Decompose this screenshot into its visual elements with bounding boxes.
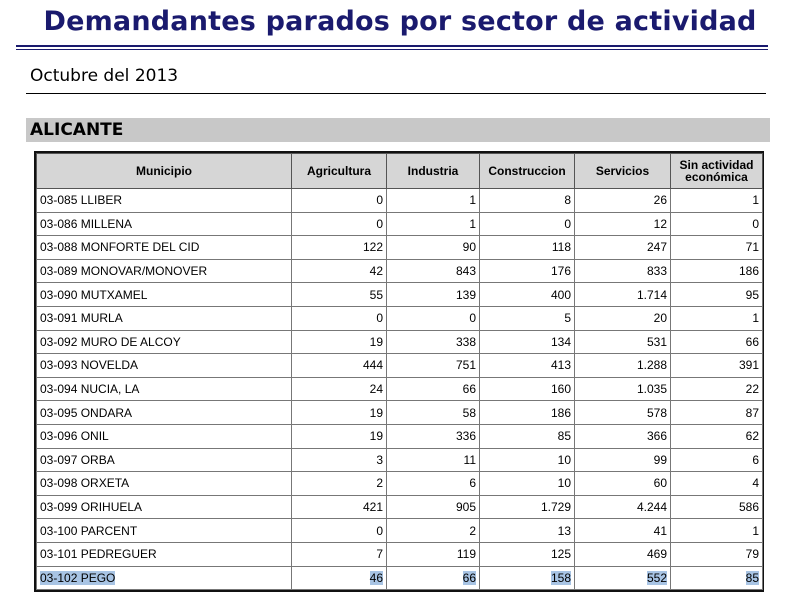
cell-municipio <box>37 283 292 307</box>
cell-text: 391 <box>738 358 759 373</box>
cell-text: 62 <box>745 429 759 444</box>
cell-value <box>480 424 575 448</box>
cell-value <box>387 401 480 425</box>
cell-value <box>292 236 387 260</box>
cell-text: 60 <box>653 476 667 491</box>
cell-text: 58 <box>462 405 476 420</box>
cell-text: 6 <box>469 476 476 491</box>
cell-value <box>671 424 763 448</box>
cell-value <box>480 212 575 236</box>
cell-value <box>575 542 671 566</box>
cell-text: 2 <box>469 523 476 538</box>
cell-text: 66 <box>745 334 759 349</box>
cell-value <box>480 472 575 496</box>
cell-value <box>292 472 387 496</box>
cell-value <box>671 472 763 496</box>
cell-text: 03-085 LLIBER <box>40 193 123 208</box>
cell-value <box>480 330 575 354</box>
table-row <box>37 566 763 590</box>
cell-value <box>575 472 671 496</box>
cell-value <box>575 306 671 330</box>
cell-value <box>387 212 480 236</box>
table-row <box>37 306 763 330</box>
cell-value <box>387 495 480 519</box>
title-divider-thin <box>16 49 768 50</box>
cell-value <box>292 330 387 354</box>
cell-value <box>575 495 671 519</box>
cell-text: 1 <box>469 193 476 208</box>
cell-value <box>480 259 575 283</box>
cell-text: 6 <box>752 452 759 467</box>
cell-text: 125 <box>550 547 571 562</box>
cell-municipio <box>37 542 292 566</box>
table-row <box>37 236 763 260</box>
cell-text: 134 <box>550 334 571 349</box>
cell-value <box>480 495 575 519</box>
cell-text: 336 <box>455 429 476 444</box>
cell-value <box>387 472 480 496</box>
cell-text: 66 <box>462 570 476 585</box>
cell-text: 400 <box>550 287 571 302</box>
cell-value <box>671 448 763 472</box>
cell-value <box>575 448 671 472</box>
cell-value <box>671 377 763 401</box>
data-table <box>36 153 763 590</box>
cell-value <box>575 424 671 448</box>
cell-value <box>480 306 575 330</box>
cell-text: 0 <box>752 216 759 231</box>
cell-text: 366 <box>646 429 667 444</box>
cell-value <box>387 424 480 448</box>
cell-text: 03-102 PEGO <box>40 570 116 585</box>
cell-value <box>671 189 763 213</box>
cell-text: 0 <box>469 311 476 326</box>
cell-municipio <box>37 306 292 330</box>
cell-text: 22 <box>745 382 759 397</box>
cell-text: 03-101 PEDREGUER <box>40 547 157 562</box>
cell-value <box>671 283 763 307</box>
cell-value <box>292 377 387 401</box>
cell-text: 85 <box>557 429 571 444</box>
cell-text: 1 <box>752 523 759 538</box>
cell-text: 1 <box>752 311 759 326</box>
column-header-construccion: Construccion <box>480 154 575 189</box>
cell-text: 90 <box>462 240 476 255</box>
cell-value <box>292 189 387 213</box>
cell-value <box>575 377 671 401</box>
cell-value <box>387 189 480 213</box>
title-divider <box>16 45 768 47</box>
table-row <box>37 495 763 519</box>
cell-text: 469 <box>646 547 667 562</box>
cell-text: 03-089 MONOVAR/MONOVER <box>40 264 208 279</box>
cell-value <box>387 236 480 260</box>
cell-text: 1.714 <box>636 287 667 302</box>
cell-value <box>387 519 480 543</box>
cell-municipio <box>37 236 292 260</box>
cell-value <box>292 542 387 566</box>
cell-value <box>480 377 575 401</box>
cell-text: 0 <box>376 523 383 538</box>
cell-value <box>671 566 763 590</box>
cell-text: 20 <box>653 311 667 326</box>
table-row <box>37 259 763 283</box>
cell-value <box>575 354 671 378</box>
cell-value <box>671 354 763 378</box>
cell-municipio <box>37 377 292 401</box>
cell-value <box>387 377 480 401</box>
table-row <box>37 542 763 566</box>
cell-value <box>671 259 763 283</box>
cell-text: 11 <box>463 452 476 467</box>
data-table-container <box>34 151 764 592</box>
cell-text: 85 <box>745 570 759 585</box>
column-header-agricultura: Agricultura <box>292 154 387 189</box>
cell-text: 843 <box>455 264 476 279</box>
cell-text: 1.035 <box>636 382 667 397</box>
cell-text: 19 <box>369 405 383 420</box>
cell-text: 552 <box>646 570 667 585</box>
cell-value <box>292 448 387 472</box>
cell-text: 578 <box>646 405 667 420</box>
table-row <box>37 377 763 401</box>
date-divider <box>26 93 766 94</box>
cell-text: 586 <box>738 500 759 515</box>
cell-text: 03-091 MURLA <box>40 311 123 326</box>
column-header-sin-actividad: Sin actividad económica <box>671 154 763 189</box>
cell-text: 10 <box>557 452 571 467</box>
cell-text: 71 <box>745 240 759 255</box>
cell-municipio <box>37 354 292 378</box>
cell-text: 95 <box>745 287 759 302</box>
cell-text: 421 <box>362 500 383 515</box>
cell-value <box>292 401 387 425</box>
cell-value <box>480 283 575 307</box>
table-row <box>37 472 763 496</box>
cell-value <box>480 354 575 378</box>
cell-value <box>292 495 387 519</box>
cell-value <box>292 424 387 448</box>
cell-text: 79 <box>745 547 759 562</box>
cell-municipio <box>37 472 292 496</box>
cell-text: 7 <box>376 547 383 562</box>
cell-text: 10 <box>557 476 571 491</box>
cell-text: 833 <box>646 264 667 279</box>
cell-value <box>387 259 480 283</box>
cell-text: 13 <box>557 523 571 538</box>
cell-text: 0 <box>564 216 571 231</box>
table-row <box>37 519 763 543</box>
cell-text: 24 <box>369 382 383 397</box>
page-title: Demandantes parados por sector de actividad <box>43 6 757 37</box>
table-row <box>37 448 763 472</box>
cell-text: 186 <box>550 405 571 420</box>
cell-value <box>480 401 575 425</box>
cell-text: 03-100 PARCENT <box>40 523 138 538</box>
table-row <box>37 401 763 425</box>
cell-text: 03-094 NUCIA, LA <box>40 382 140 397</box>
cell-value <box>292 566 387 590</box>
cell-municipio <box>37 401 292 425</box>
cell-value <box>387 354 480 378</box>
cell-text: 26 <box>653 193 667 208</box>
cell-text: 176 <box>550 264 571 279</box>
cell-text: 03-099 ORIHUELA <box>40 500 143 515</box>
cell-value <box>575 519 671 543</box>
table-row <box>37 354 763 378</box>
cell-text: 5 <box>564 311 571 326</box>
cell-value <box>575 259 671 283</box>
cell-value <box>387 306 480 330</box>
cell-value <box>575 566 671 590</box>
cell-value <box>671 212 763 236</box>
cell-text: 905 <box>455 500 476 515</box>
cell-value <box>387 566 480 590</box>
cell-text: 247 <box>646 240 667 255</box>
cell-text: 42 <box>369 264 383 279</box>
cell-text: 03-090 MUTXAMEL <box>40 287 148 302</box>
table-row <box>37 424 763 448</box>
cell-value <box>671 519 763 543</box>
cell-municipio <box>37 495 292 519</box>
cell-text: 158 <box>550 570 571 585</box>
cell-text: 03-098 ORXETA <box>40 476 130 491</box>
cell-text: 751 <box>455 358 476 373</box>
cell-text: 4.244 <box>636 500 667 515</box>
cell-value <box>387 448 480 472</box>
cell-text: 99 <box>653 452 667 467</box>
column-header-industria: Industria <box>387 154 480 189</box>
cell-text: 03-086 MILLENA <box>40 216 133 231</box>
cell-value <box>575 330 671 354</box>
cell-text: 186 <box>738 264 759 279</box>
cell-value <box>671 306 763 330</box>
table-row <box>37 283 763 307</box>
cell-text: 413 <box>550 358 571 373</box>
table-row <box>37 212 763 236</box>
cell-text: 19 <box>369 334 383 349</box>
column-header-servicios: Servicios <box>575 154 671 189</box>
cell-text: 0 <box>376 216 383 231</box>
cell-value <box>671 330 763 354</box>
cell-text: 1 <box>469 216 476 231</box>
cell-municipio <box>37 212 292 236</box>
cell-text: 444 <box>362 358 383 373</box>
report-date: Octubre del 2013 <box>30 66 179 86</box>
cell-text: 55 <box>369 287 383 302</box>
column-header-municipio: Municipio <box>37 154 292 189</box>
cell-text: 41 <box>653 523 667 538</box>
cell-text: 119 <box>456 547 476 562</box>
cell-text: 1.729 <box>540 500 571 515</box>
cell-municipio <box>37 519 292 543</box>
region-header: ALICANTE <box>26 118 770 142</box>
cell-text: 3 <box>376 452 383 467</box>
cell-value <box>575 236 671 260</box>
cell-value <box>575 189 671 213</box>
table-row <box>37 189 763 213</box>
cell-value <box>480 519 575 543</box>
cell-municipio <box>37 259 292 283</box>
cell-value <box>387 542 480 566</box>
cell-value <box>387 330 480 354</box>
cell-text: 03-097 ORBA <box>40 452 115 467</box>
cell-value <box>292 354 387 378</box>
table-row <box>37 330 763 354</box>
cell-value <box>292 519 387 543</box>
table-header-row <box>37 154 763 189</box>
cell-value <box>480 448 575 472</box>
cell-value <box>292 259 387 283</box>
cell-text: 03-096 ONIL <box>40 429 109 444</box>
cell-text: 4 <box>752 476 759 491</box>
cell-value <box>671 542 763 566</box>
cell-value <box>480 189 575 213</box>
cell-text: 2 <box>376 476 383 491</box>
cell-municipio <box>37 189 292 213</box>
cell-text: 03-088 MONFORTE DEL CID <box>40 240 200 255</box>
cell-text: 87 <box>745 405 759 420</box>
cell-text: 03-092 MURO DE ALCOY <box>40 334 181 349</box>
cell-value <box>292 283 387 307</box>
cell-text: 160 <box>550 382 571 397</box>
cell-value <box>671 236 763 260</box>
cell-value <box>480 236 575 260</box>
cell-value <box>575 401 671 425</box>
cell-value <box>387 283 480 307</box>
cell-text: 1 <box>752 193 759 208</box>
cell-text: 19 <box>369 429 383 444</box>
cell-text: 46 <box>369 570 383 585</box>
cell-text: 118 <box>551 240 571 255</box>
cell-text: 8 <box>564 193 571 208</box>
cell-text: 0 <box>376 311 383 326</box>
cell-value <box>671 495 763 519</box>
cell-municipio <box>37 424 292 448</box>
cell-municipio <box>37 448 292 472</box>
cell-text: 0 <box>376 193 383 208</box>
cell-text: 12 <box>653 216 667 231</box>
cell-value <box>671 401 763 425</box>
cell-text: 139 <box>455 287 476 302</box>
cell-text: 66 <box>462 382 476 397</box>
cell-text: 03-095 ONDARA <box>40 405 133 420</box>
cell-municipio <box>37 330 292 354</box>
cell-text: 03-093 NOVELDA <box>40 358 139 373</box>
cell-municipio <box>37 566 292 590</box>
cell-text: 531 <box>646 334 667 349</box>
cell-value <box>480 566 575 590</box>
cell-value <box>575 212 671 236</box>
cell-text: 1.288 <box>636 358 667 373</box>
cell-value <box>292 212 387 236</box>
table-body <box>37 189 763 590</box>
cell-text: 122 <box>362 240 383 255</box>
cell-text: 338 <box>455 334 476 349</box>
cell-value <box>575 283 671 307</box>
cell-value <box>292 306 387 330</box>
cell-value <box>480 542 575 566</box>
